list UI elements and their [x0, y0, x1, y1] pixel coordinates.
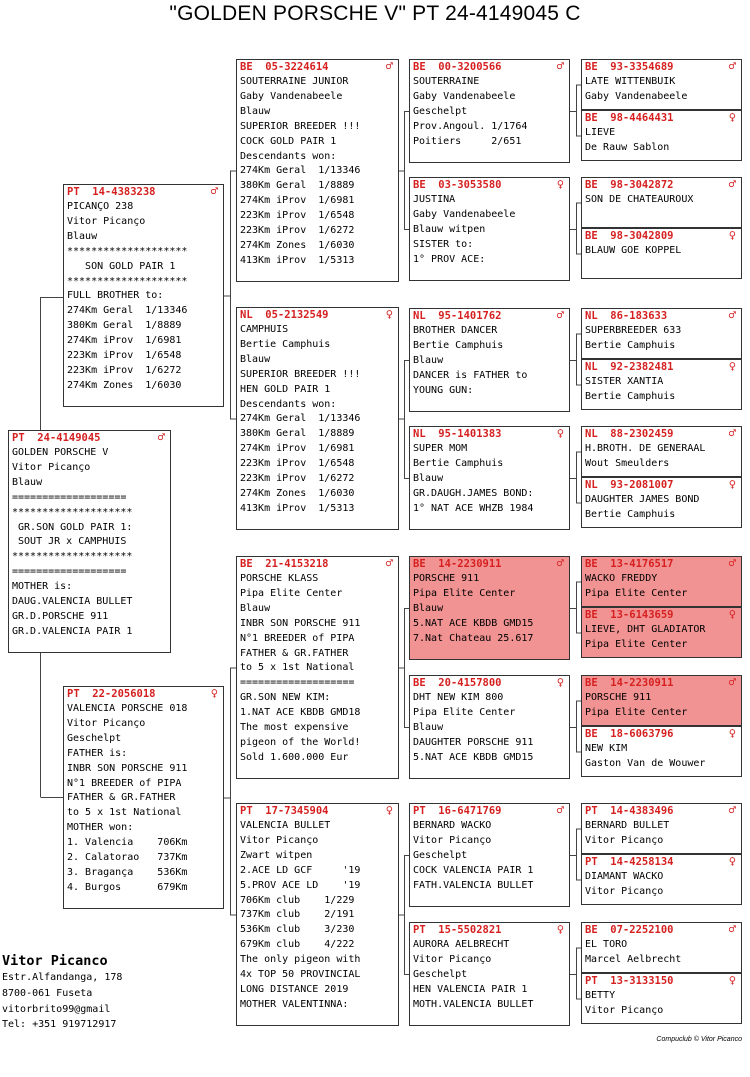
- pedigree-line: 1° PROV ACE:: [413, 253, 486, 265]
- pedigree-line: 737Km club 2/191: [240, 909, 355, 921]
- pedigree-line: 3. Bragança 536Km: [67, 866, 188, 878]
- female-symbol-icon: ♀: [728, 726, 736, 740]
- pedigree-card-gggs-5: [581, 308, 742, 359]
- ring-number-text: PT 13-3133150: [585, 975, 674, 987]
- pedigree-line: Vitor Picanço: [12, 461, 91, 473]
- female-symbol-icon: ♀: [556, 922, 564, 936]
- female-symbol-icon: ♀: [210, 686, 218, 700]
- ring-number-text: NL 88-2302459: [585, 428, 674, 440]
- pedigree-card-gs-sire-dam: [236, 307, 399, 530]
- pedigree-line: MOTH.VALENCIA BULLET: [413, 998, 534, 1010]
- ring-number-text: PT 14-4383496: [585, 805, 674, 817]
- pedigree-line: LATE WITTENBUIK: [585, 76, 676, 87]
- pedigree-line: 1° NAT ACE WHZB 1984: [413, 502, 534, 514]
- ring-number-text: NL 95-1401762: [413, 310, 502, 322]
- pedigree-line: Bertie Camphuis: [413, 339, 504, 351]
- pedigree-card-gggs-15: [581, 922, 742, 973]
- pedigree-line: Bertie Camphuis: [585, 508, 676, 520]
- pedigree-line: DAUG.VALENCIA BULLET: [12, 596, 133, 608]
- male-symbol-icon: ♂: [556, 803, 564, 817]
- pedigree-line: COCK VALENCIA PAIR 1: [413, 864, 534, 876]
- pedigree-line: 2.ACE LD GCF '19: [240, 864, 361, 876]
- female-symbol-icon: ♀: [728, 110, 736, 124]
- pedigree-line: EL TORO: [585, 939, 628, 950]
- male-symbol-icon: ♂: [385, 556, 393, 570]
- pedigree-line: ===================: [240, 677, 355, 689]
- pedigree-line: SON DE CHATEAUROUX: [585, 194, 694, 205]
- pedigree-line: GR.DAUGH.JAMES BOND:: [413, 487, 534, 499]
- ring-number: [413, 179, 566, 193]
- pedigree-line: ===================: [12, 566, 127, 578]
- ring-number: [413, 805, 566, 819]
- pedigree-line: Descendants won:: [240, 150, 337, 162]
- pedigree-line: The most expensive: [240, 722, 349, 734]
- ring-number-text: PT 16-6471769: [413, 805, 502, 817]
- pedigree-card-gs-sire-sire: [236, 59, 399, 282]
- pedigree-line: Pipa Elite Center: [585, 638, 688, 650]
- male-symbol-icon: ♂: [157, 430, 165, 444]
- pedigree-card-gggs-6: [581, 359, 742, 410]
- pedigree-line: pigeon of the World!: [240, 736, 361, 748]
- ring-number: [585, 924, 738, 938]
- pedigree-line: MOTHER VALENTINNA:: [240, 998, 349, 1010]
- pedigree-line: N°1 BREEDER of PIPA: [67, 777, 182, 789]
- pedigree-line: Gaston Van de Wouwer: [585, 757, 706, 769]
- pedigree-line: BROTHER DANCER: [413, 325, 498, 336]
- pedigree-line: Wout Smeulders: [585, 457, 670, 469]
- pedigree-line: LIEVE: [585, 127, 616, 138]
- ring-number: [585, 310, 738, 324]
- pedigree-line: FATHER & GR.FATHER: [240, 647, 349, 659]
- pedigree-line: Blauw: [240, 105, 271, 117]
- male-symbol-icon: ♂: [728, 675, 736, 689]
- pedigree-card-gggs-3: [581, 177, 742, 228]
- pedigree-line: 5.PROV ACE LD '19: [240, 879, 361, 891]
- pedigree-line: LIEVE, DHT GLADIATOR: [585, 624, 706, 635]
- pedigree-line: SISTER to:: [413, 238, 474, 250]
- pedigree-card-dam: [63, 686, 224, 909]
- ring-number-text: PT 17-7345904: [240, 805, 329, 817]
- pedigree-line: ===================: [12, 491, 127, 503]
- pedigree-line: 7.Nat Chateau 25.617: [413, 632, 534, 644]
- pedigree-line: 413Km iProv 1/5313: [240, 502, 355, 514]
- ring-number-text: PT 15-5502821: [413, 924, 502, 936]
- female-symbol-icon: ♀: [385, 307, 393, 321]
- pedigree-line: GOLDEN PORSCHE V: [12, 447, 109, 458]
- ring-number: [585, 361, 738, 375]
- pedigree-line: 223Km iProv 1/6548: [240, 458, 355, 470]
- male-symbol-icon: ♂: [728, 426, 736, 440]
- owner-name: Vitor Picanco: [2, 953, 108, 969]
- pedigree-line: 2. Calatorao 737Km: [67, 852, 188, 864]
- ring-number-text: BE 05-3224614: [240, 61, 329, 73]
- pedigree-line: COCK GOLD PAIR 1: [240, 135, 337, 147]
- pedigree-line: DIAMANT WACKO: [585, 871, 664, 882]
- pedigree-line: The only pigeon with: [240, 954, 361, 966]
- ring-number-text: BE 18-6063796: [585, 728, 674, 740]
- pedigree-line: 536Km club 3/230: [240, 924, 355, 936]
- pedigree-line: Vitor Picanço: [67, 215, 146, 227]
- pedigree-line: Gaby Vandenabeele: [240, 90, 343, 102]
- pedigree-line: 706Km club 1/229: [240, 894, 355, 906]
- pedigree-line: ********************: [67, 275, 188, 287]
- pedigree-line: Pipa Elite Center: [413, 587, 516, 599]
- ring-number-text: BE 14-2230911: [413, 558, 502, 570]
- pedigree-line: 274Km Geral 1/13346: [240, 413, 361, 425]
- ring-number: [240, 558, 395, 572]
- ring-number: [413, 677, 566, 691]
- pedigree-line: Blauw witpen: [413, 223, 486, 235]
- ring-number-text: BE 98-3042809: [585, 230, 674, 242]
- pedigree-card-ggs-5: [409, 556, 570, 660]
- pedigree-card-gs-dam-sire: [236, 556, 399, 779]
- ring-number: [240, 309, 395, 323]
- pedigree-line: 274Km iProv 1/6981: [67, 335, 182, 347]
- pedigree-line: SOUTERRAINE JUNIOR: [240, 76, 349, 87]
- pedigree-line: Blauw: [413, 721, 444, 733]
- ring-number-text: PT 24-4149045: [12, 432, 101, 444]
- female-symbol-icon: ♀: [728, 973, 736, 987]
- ring-number-text: NL 92-2382481: [585, 361, 674, 373]
- pedigree-line: Blauw: [240, 602, 271, 614]
- pedigree-line: GR.D.VALENCIA PAIR 1: [12, 625, 133, 637]
- owner-email: vitorbrito99@gmail: [2, 1003, 111, 1015]
- pedigree-card-ggs-8: [409, 922, 570, 1026]
- pedigree-card-subject: [8, 430, 171, 653]
- pedigree-line: Pipa Elite Center: [240, 587, 343, 599]
- pedigree-line: MOTHER won:: [67, 822, 134, 834]
- pedigree-line: BETTY: [585, 990, 616, 1001]
- pedigree-line: to 5 x 1st National: [240, 662, 355, 674]
- pedigree-card-gggs-1: [581, 59, 742, 110]
- ring-number-text: NL 86-183633: [585, 310, 668, 322]
- pedigree-card-gggs-9: [581, 556, 742, 607]
- pedigree-card-gggs-12: [581, 726, 742, 777]
- pedigree-line: Vitor Picanço: [585, 1004, 664, 1016]
- ring-number-text: BE 14-2230911: [585, 677, 674, 689]
- pedigree-line: 413Km iProv 1/5313: [240, 254, 355, 266]
- pedigree-line: FATHER is:: [67, 747, 128, 759]
- male-symbol-icon: ♂: [728, 922, 736, 936]
- pedigree-line: 274Km iProv 1/6981: [240, 443, 355, 455]
- owner-info: [2, 952, 122, 1033]
- pedigree-line: SOUT JR x CAMPHUIS: [12, 536, 127, 548]
- pedigree-card-gggs-13: [581, 803, 742, 854]
- male-symbol-icon: ♂: [728, 177, 736, 191]
- pedigree-line: BERNARD WACKO: [413, 820, 492, 831]
- ring-number: [585, 179, 738, 193]
- pedigree-line: 274Km Geral 1/13346: [240, 165, 361, 177]
- pedigree-line: 223Km iProv 1/6272: [240, 225, 355, 237]
- ring-number: [413, 558, 566, 572]
- ring-number: [240, 805, 395, 819]
- pedigree-line: Blauw: [413, 472, 444, 484]
- pedigree-line: Zwart witpen: [240, 849, 313, 861]
- male-symbol-icon: ♂: [728, 308, 736, 322]
- pedigree-line: Pipa Elite Center: [413, 706, 516, 718]
- pedigree-line: 380Km Geral 1/8889: [67, 320, 182, 332]
- pedigree-line: 4. Burgos 679Km: [67, 881, 188, 893]
- pedigree-line: 380Km Geral 1/8889: [240, 180, 355, 192]
- pedigree-card-gggs-2: [581, 110, 742, 161]
- pedigree-line: Poitiers 2/651: [413, 135, 522, 147]
- ring-number: [585, 230, 738, 244]
- pedigree-line: Geschelpt: [413, 105, 468, 117]
- pedigree-card-sire: [63, 184, 224, 407]
- pedigree-line: Blauw: [67, 230, 98, 242]
- pedigree-line: Bertie Camphuis: [585, 339, 676, 351]
- female-symbol-icon: ♀: [728, 228, 736, 242]
- pedigree-card-ggs-6: [409, 675, 570, 779]
- pedigree-line: GR.D.PORSCHE 911: [12, 610, 109, 622]
- pedigree-line: 380Km Geral 1/8889: [240, 428, 355, 440]
- pedigree-line: ********************: [12, 551, 133, 563]
- pedigree-line: WACKO FREDDY: [585, 573, 658, 584]
- pedigree-line: CAMPHUIS: [240, 324, 289, 335]
- pedigree-line: ********************: [12, 506, 133, 518]
- ring-number: [12, 432, 167, 446]
- pedigree-line: Bertie Camphuis: [585, 390, 676, 402]
- pedigree-card-ggs-1: [409, 59, 570, 163]
- pedigree-line: PORSCHE KLASS: [240, 573, 319, 584]
- pedigree-line: N°1 BREEDER of PIPA: [240, 632, 355, 644]
- owner-phone: Tel: +351 919712917: [2, 1019, 117, 1031]
- pedigree-line: Marcel Aelbrecht: [585, 953, 682, 965]
- female-symbol-icon: ♀: [728, 854, 736, 868]
- pedigree-line: Descendants won:: [240, 398, 337, 410]
- pedigree-line: Pipa Elite Center: [585, 706, 688, 718]
- pedigree-card-gggs-8: [581, 477, 742, 528]
- pedigree-line: Pipa Elite Center: [585, 587, 688, 599]
- ring-number: [585, 61, 738, 75]
- pedigree-line: GR.SON NEW KIM:: [240, 692, 331, 704]
- page-title: "GOLDEN PORSCHE V" PT 24-4149045 C: [169, 2, 581, 25]
- pedigree-line: Gaby Vandenabeele: [413, 90, 516, 102]
- pedigree-line: FATHER & GR.FATHER: [67, 792, 176, 804]
- pedigree-line: AURORA AELBRECHT: [413, 939, 510, 950]
- pedigree-card-gs-dam-dam: [236, 803, 399, 1026]
- pedigree-line: 4x TOP 50 PROVINCIAL: [240, 969, 361, 981]
- pedigree-card-gggs-11: [581, 675, 742, 726]
- pedigree-line: DAUGHTER JAMES BOND: [585, 494, 700, 505]
- pedigree-line: 274Km Zones 1/6030: [240, 487, 355, 499]
- female-symbol-icon: ♀: [556, 675, 564, 689]
- ring-number: [67, 186, 220, 200]
- pedigree-line: SUPER MOM: [413, 443, 468, 454]
- pedigree-card-ggs-4: [409, 426, 570, 530]
- pedigree-line: Geschelpt: [413, 849, 468, 861]
- pedigree-line: to 5 x 1st National: [67, 807, 182, 819]
- pedigree-line: LONG DISTANCE 2019: [240, 983, 349, 995]
- pedigree-card-gggs-10: [581, 607, 742, 658]
- footer-credit: Compuclub © Vitor Picanco: [656, 1036, 742, 1043]
- pedigree-line: HEN GOLD PAIR 1: [240, 383, 331, 395]
- pedigree-card-gggs-4: [581, 228, 742, 279]
- pedigree-line: Vitor Picanço: [67, 717, 146, 729]
- pedigree-line: SUPERIOR BREEDER !!!: [240, 120, 361, 132]
- ring-number-text: NL 93-2081007: [585, 479, 674, 491]
- ring-number: [585, 479, 738, 493]
- ring-number: [240, 61, 395, 75]
- pedigree-line: NEW KIM: [585, 743, 628, 754]
- pedigree-line: 274Km Zones 1/6030: [240, 239, 355, 251]
- male-symbol-icon: ♂: [728, 59, 736, 73]
- ring-number-text: BE 03-3053580: [413, 179, 502, 191]
- ring-number-text: BE 07-2252100: [585, 924, 674, 936]
- male-symbol-icon: ♂: [556, 308, 564, 322]
- pedigree-line: INBR SON PORSCHE 911: [240, 617, 361, 629]
- pedigree-line: 1.NAT ACE KBDB GMD18: [240, 707, 361, 719]
- pedigree-line: SOUTERRAINE: [413, 76, 480, 87]
- pedigree-line: SUPERBREEDER 633: [585, 325, 682, 336]
- ring-number: [413, 428, 566, 442]
- ring-number: [413, 61, 566, 75]
- pedigree-card-ggs-7: [409, 803, 570, 907]
- pedigree-line: ********************: [67, 245, 188, 257]
- ring-number-text: BE 13-6143659: [585, 609, 674, 621]
- ring-number-text: PT 14-4383238: [67, 186, 156, 198]
- ring-number-text: BE 20-4157800: [413, 677, 502, 689]
- female-symbol-icon: ♀: [728, 607, 736, 621]
- pedigree-line: BERNARD BULLET: [585, 820, 670, 831]
- pedigree-line: Vitor Picanço: [413, 834, 492, 846]
- pedigree-line: Bertie Camphuis: [413, 457, 504, 469]
- male-symbol-icon: ♂: [728, 803, 736, 817]
- pedigree-line: Bertie Camphuis: [240, 338, 331, 350]
- ring-number-text: PT 22-2056018: [67, 688, 156, 700]
- pedigree-line: Prov.Angoul. 1/1764: [413, 120, 528, 132]
- male-symbol-icon: ♂: [556, 556, 564, 570]
- pedigree-line: Vitor Picanço: [585, 885, 664, 897]
- pedigree-line: Vitor Picanço: [413, 953, 492, 965]
- pedigree-line: 1. Valencia 706Km: [67, 837, 188, 849]
- pedigree-line: HEN VALENCIA PAIR 1: [413, 983, 528, 995]
- pedigree-line: INBR SON PORSCHE 911: [67, 762, 188, 774]
- pedigree-line: Gaby Vandenabeele: [413, 208, 516, 220]
- male-symbol-icon: ♂: [556, 59, 564, 73]
- pedigree-card-ggs-3: [409, 308, 570, 412]
- female-symbol-icon: ♀: [385, 803, 393, 817]
- pedigree-line: 274Km iProv 1/6981: [240, 195, 355, 207]
- pedigree-line: PORSCHE 911: [585, 692, 652, 703]
- pedigree-line: SON GOLD PAIR 1: [67, 260, 176, 272]
- pedigree-line: Vitor Picanço: [585, 834, 664, 846]
- pedigree-line: VALENCIA BULLET: [240, 820, 331, 831]
- pedigree-line: DHT NEW KIM 800: [413, 692, 504, 703]
- ring-number: [585, 558, 738, 572]
- pedigree-line: 5.NAT ACE KBDB GMD15: [413, 617, 534, 629]
- pedigree-line: Vitor Picanço: [240, 834, 319, 846]
- pedigree-card-ggs-2: [409, 177, 570, 281]
- pedigree-line: Blauw: [413, 354, 444, 366]
- male-symbol-icon: ♂: [385, 59, 393, 73]
- ring-number: [585, 609, 738, 623]
- pedigree-line: FULL BROTHER to:: [67, 290, 164, 302]
- ring-number-text: BE 93-3354689: [585, 61, 674, 73]
- pedigree-line: 223Km iProv 1/6272: [67, 364, 182, 376]
- pedigree-line: SISTER XANTIA: [585, 376, 664, 387]
- pedigree-line: H.BROTH. DE GENERAAL: [585, 443, 706, 454]
- pedigree-line: 679Km club 4/222: [240, 939, 355, 951]
- pedigree-card-gggs-14: [581, 854, 742, 905]
- ring-number: [585, 677, 738, 691]
- pedigree-line: 223Km iProv 1/6272: [240, 473, 355, 485]
- pedigree-line: BLAUW GOE KOPPEL: [585, 245, 682, 256]
- ring-number-text: PT 14-4258134: [585, 856, 674, 868]
- pedigree-line: DAUGHTER PORSCHE 911: [413, 736, 534, 748]
- pedigree-line: SUPERIOR BREEDER !!!: [240, 368, 361, 380]
- ring-number-text: NL 05-2132549: [240, 309, 329, 321]
- ring-number-text: NL 95-1401383: [413, 428, 502, 440]
- pedigree-line: De Rauw Sablon: [585, 141, 670, 153]
- female-symbol-icon: ♀: [556, 177, 564, 191]
- ring-number: [413, 924, 566, 938]
- female-symbol-icon: ♀: [728, 477, 736, 491]
- owner-postcode: 8700-061 Fuseta: [2, 987, 93, 999]
- male-symbol-icon: ♂: [210, 184, 218, 198]
- pedigree-line: GR.SON GOLD PAIR 1:: [12, 521, 133, 533]
- ring-number: [585, 112, 738, 126]
- owner-address: Estr.Alfandanga, 178: [2, 972, 123, 983]
- ring-number: [67, 688, 220, 702]
- pedigree-line: 223Km iProv 1/6548: [67, 350, 182, 362]
- ring-number-text: BE 21-4153218: [240, 558, 329, 570]
- pedigree-line: 5.NAT ACE KBDB GMD15: [413, 751, 534, 763]
- female-symbol-icon: ♀: [556, 426, 564, 440]
- pedigree-line: Blauw: [12, 476, 43, 488]
- pedigree-line: Geschelpt: [67, 732, 122, 744]
- ring-number: [585, 728, 738, 742]
- pedigree-line: MOTHER is:: [12, 581, 73, 593]
- pedigree-line: VALENCIA PORSCHE 018: [67, 703, 188, 714]
- pedigree-line: 223Km iProv 1/6548: [240, 210, 355, 222]
- ring-number: [585, 975, 738, 989]
- pedigree-line: YOUNG GUN:: [413, 384, 474, 396]
- pedigree-line: PORSCHE 911: [413, 573, 480, 584]
- ring-number: [585, 428, 738, 442]
- pedigree-line: DANCER is FATHER to: [413, 369, 528, 381]
- pedigree-line: PICANÇO 238: [67, 201, 134, 212]
- ring-number-text: BE 98-4464431: [585, 112, 674, 124]
- pedigree-card-gggs-7: [581, 426, 742, 477]
- ring-number: [585, 805, 738, 819]
- ring-number: [585, 856, 738, 870]
- pedigree-line: Blauw: [413, 602, 444, 614]
- pedigree-line: Geschelpt: [413, 968, 468, 980]
- ring-number-text: BE 98-3042872: [585, 179, 674, 191]
- ring-number-text: BE 13-4176517: [585, 558, 674, 570]
- pedigree-line: JUSTINA: [413, 194, 456, 205]
- male-symbol-icon: ♂: [728, 556, 736, 570]
- ring-number-text: BE 00-3200566: [413, 61, 502, 73]
- pedigree-line: 274Km Zones 1/6030: [67, 379, 182, 391]
- pedigree-line: Blauw: [240, 353, 271, 365]
- female-symbol-icon: ♀: [728, 359, 736, 373]
- pedigree-line: Gaby Vandenabeele: [585, 90, 688, 102]
- pedigree-line: 274Km Geral 1/13346: [67, 305, 188, 317]
- pedigree-line: FATH.VALENCIA BULLET: [413, 879, 534, 891]
- pedigree-line: Sold 1.600.000 Eur: [240, 751, 349, 763]
- ring-number: [413, 310, 566, 324]
- pedigree-card-gggs-16: [581, 973, 742, 1024]
